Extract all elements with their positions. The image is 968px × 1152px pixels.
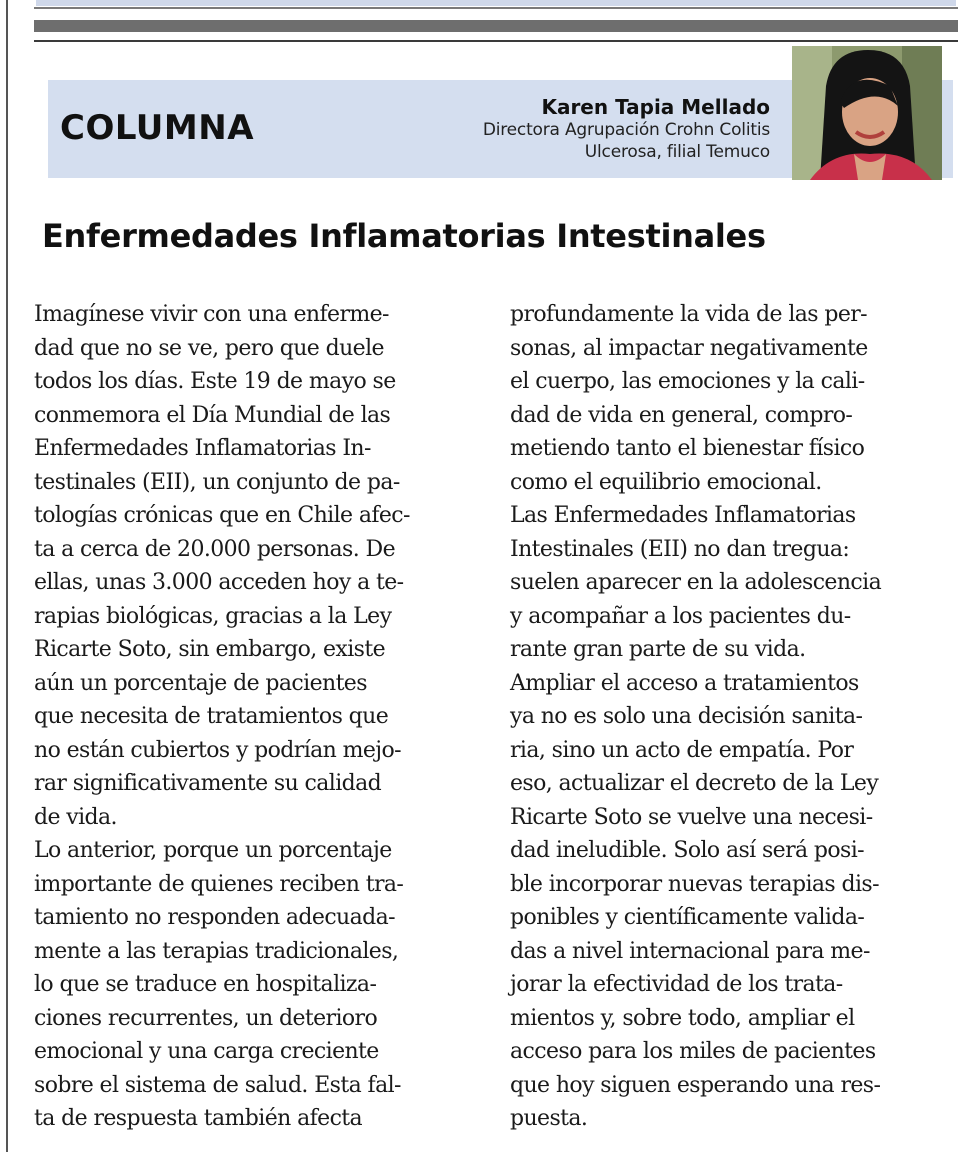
author-byline (483, 95, 770, 163)
text-line: mente a las terapias tradicionales, (34, 938, 399, 964)
text-line: acceso para los miles de pacientes (510, 1039, 876, 1064)
text-line: sonas, al impactar negativamente (510, 335, 868, 361)
text-line: conmemora el Día Mundial de las (34, 402, 391, 428)
text-line: y acompañar a los pacientes du- (510, 603, 851, 629)
author-role-line: Directora Agrupación Crohn Colitis (482, 120, 770, 140)
text-line: que hoy siguen esperando una res- (510, 1072, 881, 1098)
text-line: Ampliar el acceso a tratamientos (510, 670, 859, 696)
text-line: lo que se traduce en hospitaliza- (34, 972, 377, 997)
text-line: ellas, unas 3.000 acceden hoy a te- (34, 570, 404, 595)
text-line: que necesita de tratamientos que (34, 704, 389, 729)
text-line: rar significativamente su calidad (34, 771, 382, 796)
text-line: Las Enfermedades Inflamatorias (510, 503, 856, 528)
text-line: mientos y, sobre todo, ampliar el (510, 1005, 855, 1031)
text-line: tamiento no responden adecuada- (34, 905, 395, 930)
text-line: importante de quienes reciben tra- (34, 871, 404, 897)
text-line: emocional y una carga creciente (34, 1039, 379, 1064)
author-role-line: Ulcerosa, filial Temuco (584, 142, 770, 162)
text-line: dad de vida en general, compro- (510, 402, 853, 428)
text-line: no están cubiertos y podrían mejo- (34, 737, 401, 763)
top-color-strip (36, 0, 956, 6)
text-line: testinales (EII), un conjunto de pa- (34, 469, 400, 495)
section-thin-rule (34, 40, 958, 42)
text-line: das a nivel internacional para me- (510, 938, 870, 964)
author-name: Karen Tapia Mellado (541, 95, 770, 119)
text-line: Imagínese vivir con una enferme- (34, 302, 389, 327)
text-line: dad ineludible. Solo así será posi- (510, 838, 864, 863)
text-line: rante gran parte de su vida. (510, 637, 806, 662)
article-headline: Enfermedades Inflamatorias Intestinales (42, 217, 766, 255)
text-line: Intestinales (EII) no dan tregua: (510, 536, 850, 562)
text-line: jorar la efectividad de los trata- (510, 972, 843, 997)
page-edge-rule (6, 0, 8, 1152)
section-thick-rule (34, 20, 958, 32)
text-line: eso, actualizar el decreto de la Ley (510, 771, 879, 796)
text-line: el cuerpo, las emociones y la cali- (510, 369, 865, 394)
text-line: rapias biológicas, gracias a la Ley (34, 603, 392, 629)
top-divider (34, 7, 958, 9)
text-line: profundamente la vida de las per- (510, 302, 868, 327)
text-line: sobre el sistema de salud. Esta fal- (34, 1072, 401, 1098)
article-column-left (34, 298, 410, 1136)
text-line: puesta. (510, 1106, 588, 1131)
section-label: COLUMNA (60, 108, 255, 148)
text-line: ble incorporar nuevas terapias dis- (510, 871, 879, 897)
text-line: Ricarte Soto, sin embargo, existe (34, 637, 386, 662)
text-line: Enfermedades Inflamatorias In- (34, 436, 371, 461)
text-line: de vida. (34, 804, 117, 830)
text-line: Lo anterior, porque un porcentaje (34, 838, 392, 863)
text-line: aún un porcentaje de pacientes (34, 670, 367, 696)
text-line: ta de respuesta también afecta (34, 1106, 363, 1131)
text-line: dad que no se ve, pero que duele (34, 335, 384, 361)
text-line: como el equilibrio emocional. (510, 469, 822, 495)
text-line: ponibles y científicamente valida- (510, 905, 865, 930)
text-line: ta a cerca de 20.000 personas. De (34, 536, 395, 562)
text-line: tologías crónicas que en Chile afec- (34, 503, 410, 528)
text-line: Ricarte Soto se vuelve una necesi- (510, 804, 873, 830)
text-line: ya no es solo una decisión sanita- (510, 704, 863, 729)
text-line: metiendo tanto el bienestar físico (510, 436, 865, 461)
text-line: ria, sino un acto de empatía. Por (510, 737, 854, 763)
text-line: todos los días. Este 19 de mayo se (34, 369, 396, 394)
author-photo (792, 46, 942, 180)
article-column-right (510, 298, 881, 1136)
text-line: suelen aparecer en la adolescencia (510, 570, 882, 595)
text-line: ciones recurrentes, un deterioro (34, 1005, 378, 1031)
